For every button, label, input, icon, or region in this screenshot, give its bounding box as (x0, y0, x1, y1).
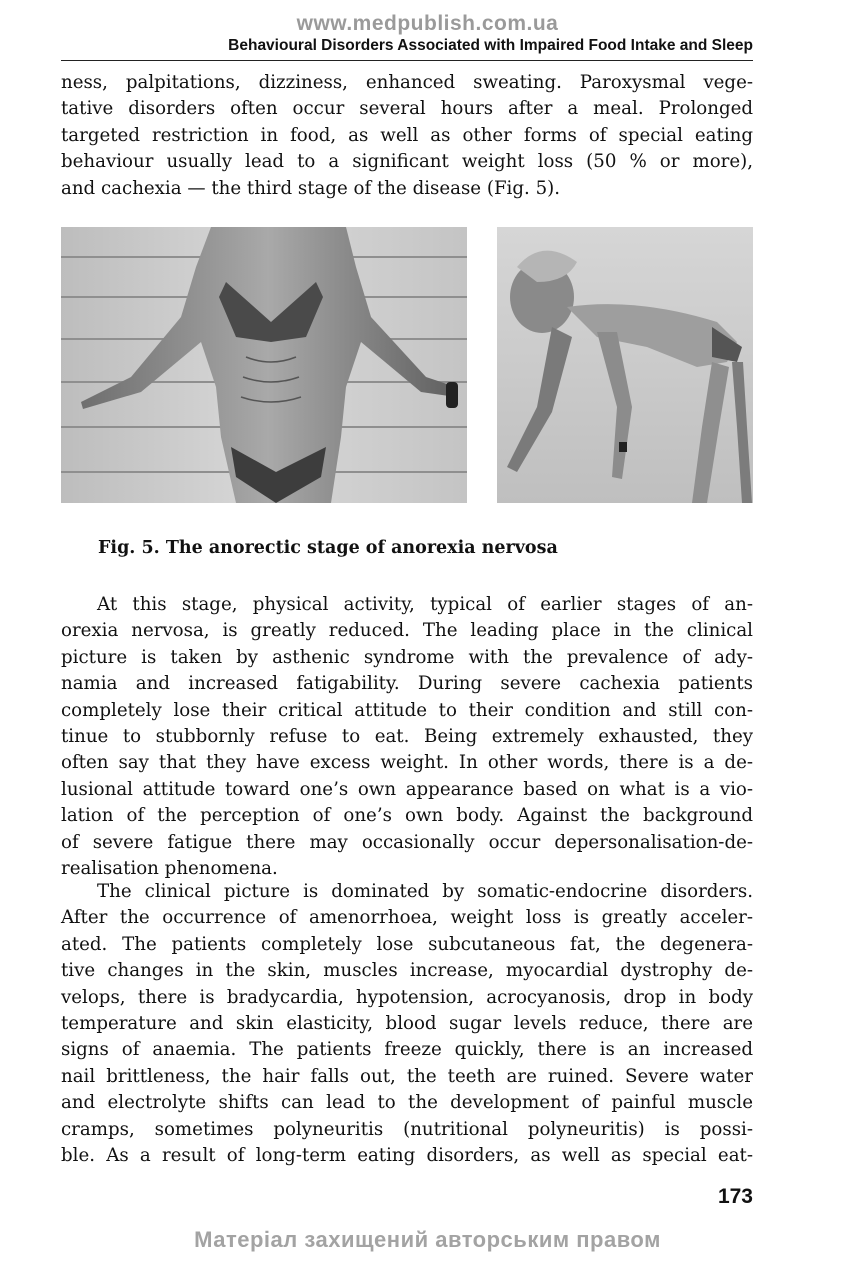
text-line: The clinical picture is dominated by somatic-endocrine disorders. (97, 881, 753, 902)
text-line: completely lose their critical attitude to their condition and still con- (61, 699, 753, 721)
page-number: 173 (717, 1185, 753, 1208)
text-line: tinue to stubbornly refuse to eat. Being extremely exhausted, they (61, 726, 753, 748)
copyright-watermark: Матеріал захищений авторським правом (194, 1227, 661, 1252)
figure-photo-right (497, 227, 753, 503)
paragraph-1 (61, 70, 753, 202)
text-line: lation of the perception of one’s own body. Against the background (61, 805, 753, 827)
text-line: temperature and skin elasticity, blood sugar levels reduce, there are (61, 1013, 753, 1035)
figure-photo-left (61, 227, 467, 503)
text-line: lusional attitude toward one’s own appearance based on what is a vio- (61, 778, 753, 800)
text-line: signs of anaemia. The patients freeze quickly, there is an increased (61, 1039, 753, 1061)
text-line: At this stage, physical activity, typical of earlier stages of an- (97, 594, 753, 615)
text-line: targeted restriction in food, as well as other forms of special eating (61, 124, 753, 146)
text-line: ness, palpitations, dizziness, enhanced sweating. Paroxysmal vege- (61, 72, 753, 93)
text-line: velops, there is bradycardia, hypotension, acrocyanosis, drop in body (61, 986, 753, 1008)
watermark-url: www.medpublish.com.ua (296, 12, 559, 35)
paragraph-3 (61, 879, 753, 1169)
figure-caption: Fig. 5. The anorectic stage of anorexia nervosa (98, 538, 558, 558)
text-line: and cachexia — the third stage of the disease (Fig. 5). (61, 177, 561, 199)
text-line: ble. As a result of long-term eating disorders, as well as special eat- (61, 1145, 753, 1167)
text-line: tive changes in the skin, muscles increase, myocardial dystrophy de- (61, 960, 753, 982)
paragraph-2 (61, 592, 753, 882)
text-line: of severe fatigue there may occasionally occur depersonalisation-de- (61, 831, 753, 853)
text-line: picture is taken by asthenic syndrome with the prevalence of ady- (61, 646, 753, 668)
text-line: namia and increased fatigability. During severe cachexia patients (61, 673, 753, 695)
text-line: orexia nervosa, is greatly reduced. The leading place in the clinical (61, 620, 753, 642)
text-line: often say that they have excess weight. In other words, there is a de- (61, 752, 753, 774)
text-line: and electrolyte shifts can lead to the development of painful muscle (61, 1092, 753, 1114)
text-line: behaviour usually lead to a significant weight loss (50 % or more), (61, 151, 753, 173)
running-head-title: Behavioural Disorders Associated with Impaired Food Intake and Sleep (228, 37, 753, 54)
text-line: ated. The patients completely lose subcutaneous fat, the degenera- (61, 933, 753, 955)
text-line: After the occurrence of amenorrhoea, weight loss is greatly acceler- (61, 907, 753, 929)
text-line: tative disorders often occur several hours after a meal. Prolonged (61, 98, 753, 120)
text-line: nail brittleness, the hair falls out, the teeth are ruined. Severe water (61, 1065, 753, 1087)
text-line: realisation phenomena. (61, 858, 278, 880)
header-rule (61, 60, 753, 61)
text-line: cramps, sometimes polyneuritis (nutritional polyneuritis) is possi- (61, 1118, 753, 1140)
